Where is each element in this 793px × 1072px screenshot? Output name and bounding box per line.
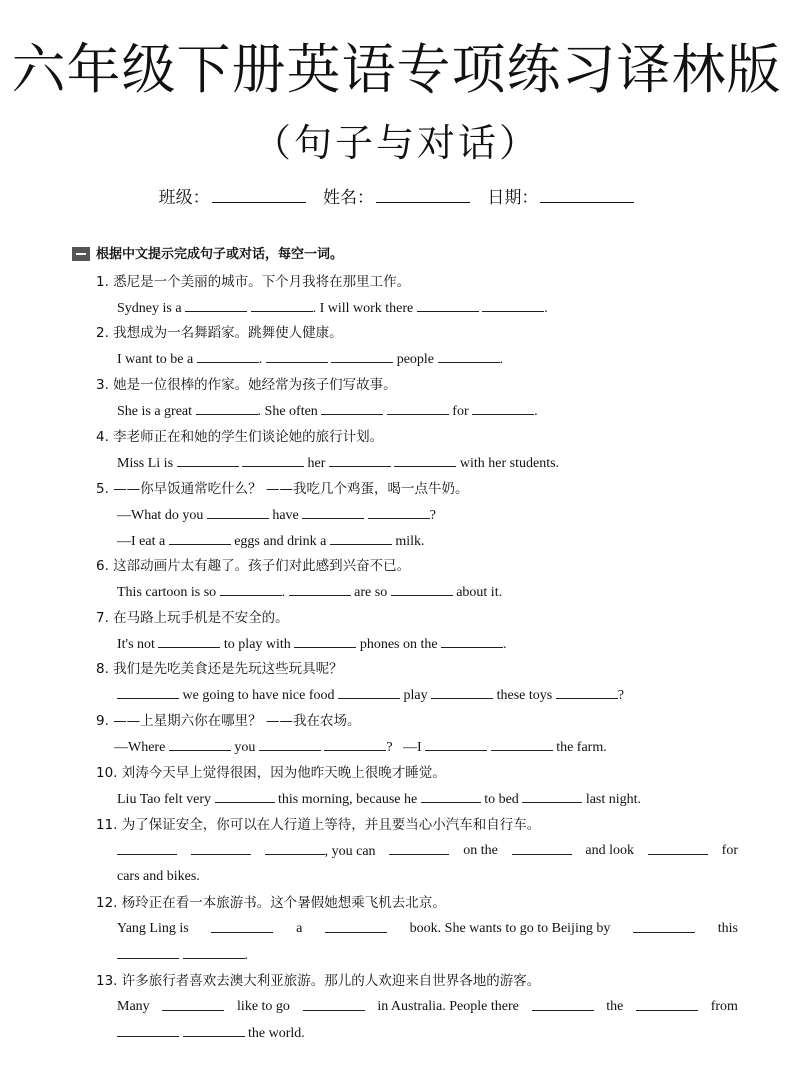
question-12-english-line-1: Yang Ling is a book. She wants to go to Beijing by this [117, 921, 738, 936]
question-3-chinese: 3. 她是一位很棒的作家。她经常为孩子们写故事。 [96, 377, 397, 393]
answer-blank[interactable] [158, 634, 220, 648]
answer-blank[interactable] [220, 582, 282, 596]
answer-blank[interactable] [648, 841, 708, 855]
question-9-english: —Where you ? —I the farm. [114, 737, 607, 758]
class-label: 班级： [158, 188, 210, 208]
answer-blank[interactable] [633, 919, 695, 933]
question-5-chinese: 5. ——你早饭通常吃什么？ ——我吃几个鸡蛋，喝一点牛奶。 [96, 481, 469, 497]
question-4-chinese: 4. 李老师正在和她的学生们谈论她的旅行计划。 [96, 429, 384, 445]
answer-blank[interactable] [117, 1023, 179, 1037]
answer-blank[interactable] [302, 505, 364, 519]
question-8-english: we going to have nice food play these toys ? [117, 685, 624, 706]
class-field [159, 186, 306, 210]
question-1-english: Sydney is a . I will work there . [117, 298, 548, 319]
class-blank[interactable] [212, 186, 306, 203]
section-instruction: 根据中文提示完成句子或对话，每空一词。 [96, 247, 344, 262]
question-2-chinese: 2. 我想成为一名舞蹈家。跳舞使人健康。 [96, 325, 343, 341]
answer-blank[interactable] [207, 505, 269, 519]
answer-blank[interactable] [491, 737, 553, 751]
answer-blank[interactable] [215, 789, 275, 803]
question-7-english: It's not to play with phones on the . [117, 634, 507, 655]
answer-blank[interactable] [117, 945, 179, 959]
question-7-chinese: 7. 在马路上玩手机是不安全的。 [96, 610, 289, 626]
answer-blank[interactable] [197, 349, 259, 363]
section-heading [72, 244, 343, 266]
date-blank[interactable] [540, 186, 634, 203]
answer-blank[interactable] [169, 531, 231, 545]
answer-blank[interactable] [183, 945, 245, 959]
answer-blank[interactable] [636, 997, 698, 1011]
answer-blank[interactable] [532, 997, 594, 1011]
answer-blank[interactable] [169, 737, 231, 751]
answer-blank[interactable] [421, 789, 481, 803]
answer-blank[interactable] [117, 841, 177, 855]
answer-blank[interactable] [162, 997, 224, 1011]
answer-blank[interactable] [394, 453, 456, 467]
answer-blank[interactable] [431, 685, 493, 699]
question-13-english-line-2: the world. [117, 1023, 305, 1044]
answer-blank[interactable] [266, 349, 328, 363]
name-field [323, 186, 470, 210]
answer-blank[interactable] [387, 401, 449, 415]
question-4-english: Miss Li is her with her students. [117, 453, 559, 474]
answer-blank[interactable] [417, 298, 479, 312]
answer-blank[interactable] [338, 685, 400, 699]
answer-blank[interactable] [265, 841, 325, 855]
answer-blank[interactable] [196, 401, 258, 415]
answer-blank[interactable] [368, 505, 430, 519]
name-blank[interactable] [376, 186, 470, 203]
answer-blank[interactable] [259, 737, 321, 751]
answer-blank[interactable] [183, 1023, 245, 1037]
answer-blank[interactable] [330, 531, 392, 545]
date-field [487, 186, 634, 210]
answer-blank[interactable] [211, 919, 273, 933]
section-number-badge-icon [72, 247, 90, 261]
page-title: 六年级下册英语专项练习译林版 [11, 38, 782, 101]
answer-blank[interactable] [324, 737, 386, 751]
answer-blank[interactable] [522, 789, 582, 803]
answer-blank[interactable] [425, 737, 487, 751]
answer-blank[interactable] [289, 582, 351, 596]
page-subtitle: （句子与对话） [252, 121, 540, 165]
question-6-chinese: 6. 这部动画片太有趣了。孩子们对此感到兴奋不已。 [96, 558, 411, 574]
answer-blank[interactable] [303, 997, 365, 1011]
answer-blank[interactable] [391, 582, 453, 596]
answer-blank[interactable] [556, 685, 618, 699]
answer-blank[interactable] [512, 841, 572, 855]
question-13-chinese: 13. 许多旅行者喜欢去澳大利亚旅游。那儿的人欢迎来自世界各地的游客。 [96, 973, 541, 989]
question-10-english: Liu Tao felt very this morning, because he to bed last night. [117, 789, 641, 810]
answer-blank[interactable] [389, 841, 449, 855]
name-label: 姓名： [323, 188, 374, 208]
student-info-row [0, 186, 793, 210]
question-5-english-line-1: —What do you have ? [117, 505, 436, 526]
question-8-chinese: 8. 我们是先吃美食还是先玩这些玩具呢？ [96, 661, 343, 677]
question-11-english-line-2: cars and bikes. [117, 869, 200, 884]
question-11-chinese: 11. 为了保证安全，你可以在人行道上等待，并且要当心小汽车和自行车。 [96, 817, 541, 833]
answer-blank[interactable] [329, 453, 391, 467]
answer-blank[interactable] [472, 401, 534, 415]
answer-blank[interactable] [191, 841, 251, 855]
answer-blank[interactable] [185, 298, 247, 312]
answer-blank[interactable] [251, 298, 313, 312]
answer-blank[interactable] [441, 634, 503, 648]
answer-blank[interactable] [294, 634, 356, 648]
question-12-chinese: 12. 杨玲正在看一本旅游书。这个暑假她想乘飞机去北京。 [96, 895, 446, 911]
question-3-english: She is a great . She often for . [117, 401, 538, 422]
question-6-english: This cartoon is so . are so about it. [117, 582, 502, 603]
answer-blank[interactable] [438, 349, 500, 363]
answer-blank[interactable] [177, 453, 239, 467]
question-10-chinese: 10. 刘涛今天早上觉得很困，因为他昨天晚上很晚才睡觉。 [96, 765, 446, 781]
answer-blank[interactable] [482, 298, 544, 312]
answer-blank[interactable] [242, 453, 304, 467]
question-9-chinese: 9. ——上星期六你在哪里？ ——我在农场。 [96, 713, 361, 729]
question-11-english-line-1: , you can on the and look for [117, 841, 738, 862]
question-1-chinese: 1. 悉尼是一个美丽的城市。下个月我将在那里工作。 [96, 274, 411, 290]
date-label: 日期： [487, 188, 539, 208]
answer-blank[interactable] [325, 919, 387, 933]
answer-blank[interactable] [331, 349, 393, 363]
answer-blank[interactable] [321, 401, 383, 415]
question-13-english-line-1: Many like to go in Australia. People there the from [117, 999, 738, 1014]
question-12-english-line-2: . [117, 945, 248, 966]
answer-blank[interactable] [117, 685, 179, 699]
question-2-english: I want to be a . people . [117, 349, 503, 370]
question-5-english-line-2: —I eat a eggs and drink a milk. [117, 531, 425, 552]
